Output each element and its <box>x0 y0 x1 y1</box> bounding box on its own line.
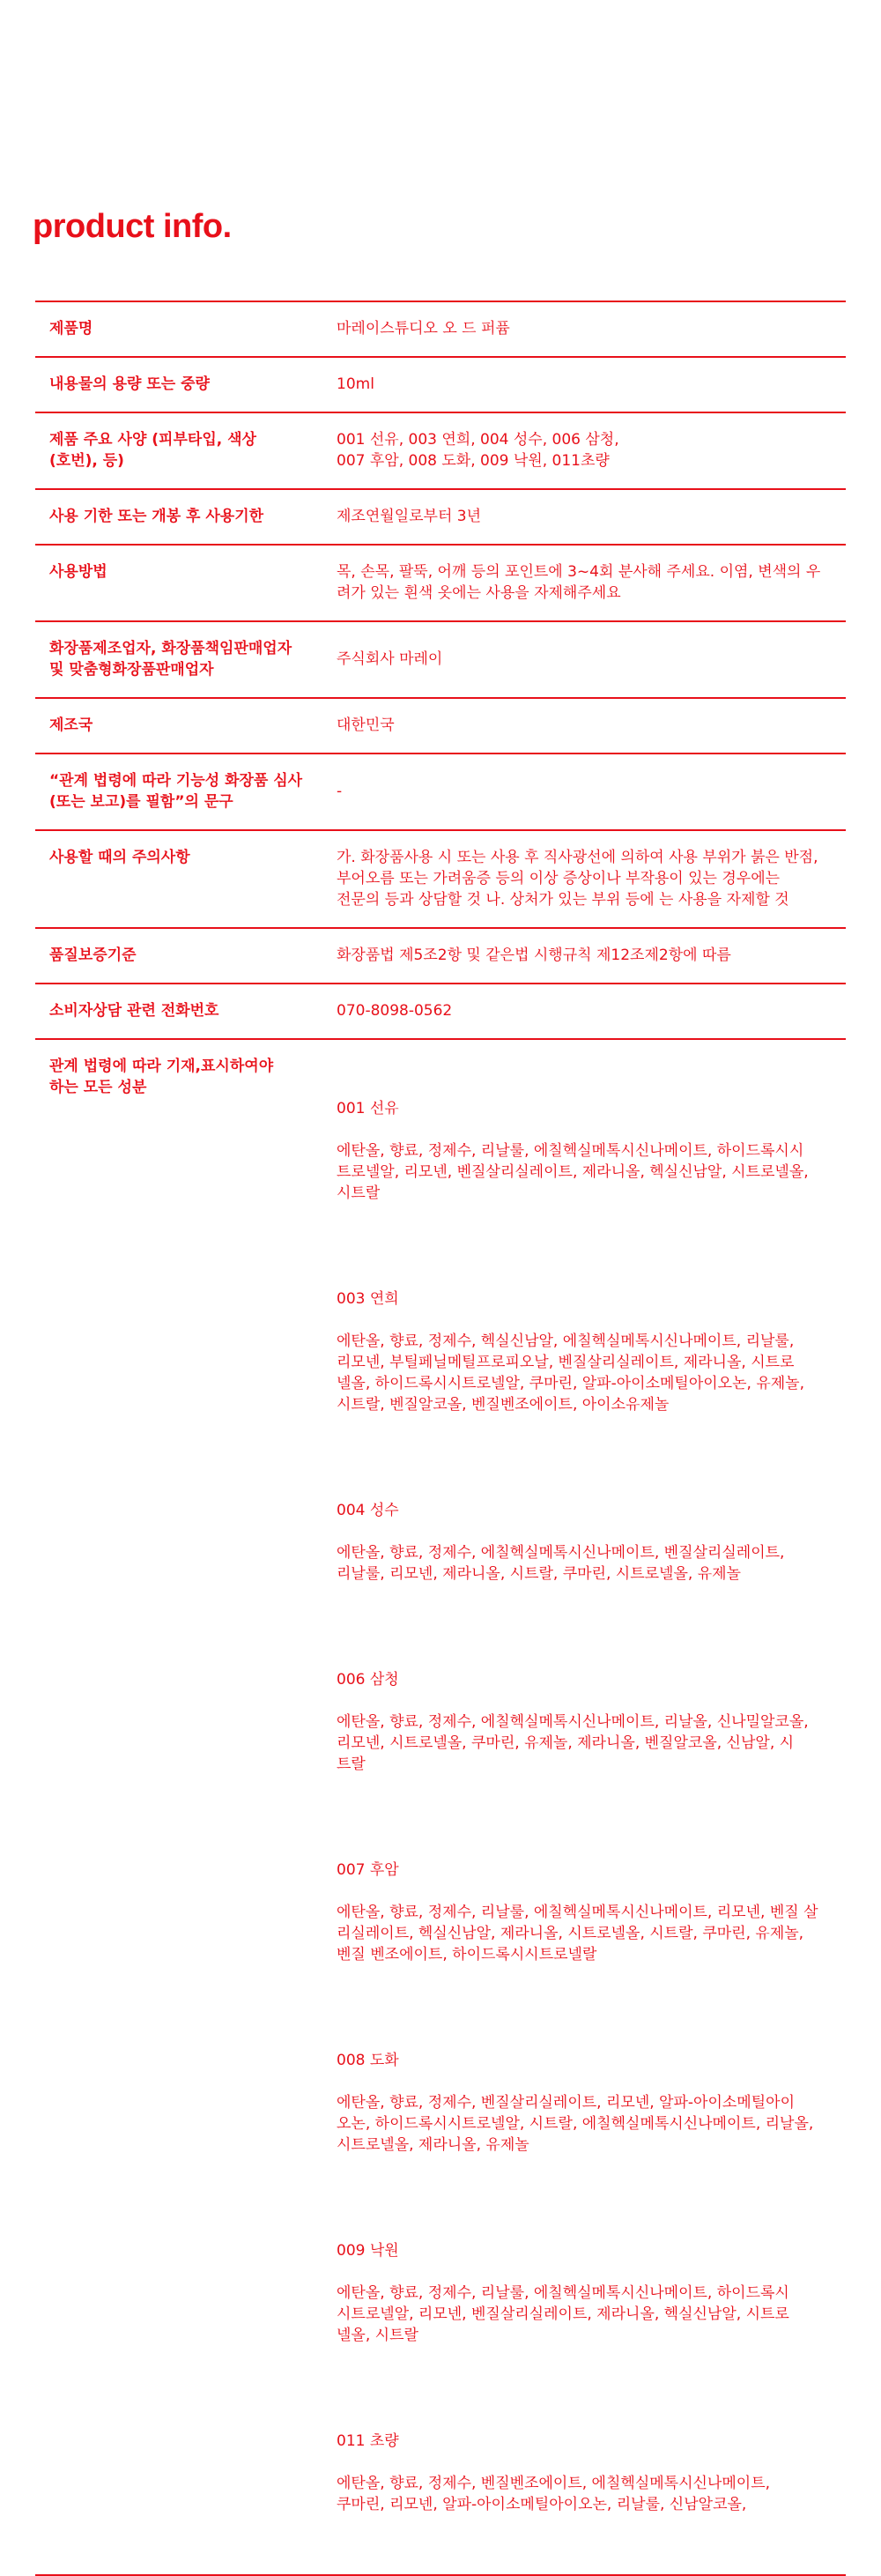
ingredients-value <box>337 1056 834 2557</box>
table-row <box>35 490 846 546</box>
row-label: 화장품제조업자, 화장품책임판매업자 및 맞춤형화장품판매업자 <box>49 640 292 679</box>
table-row <box>35 831 846 929</box>
row-label: 내용물의 용량 또는 중량 <box>49 375 210 393</box>
ingredient-group <box>337 1267 834 1436</box>
row-value: 화장품법 제5조2항 및 같은법 시행규칙 제12조제2항에 따름 <box>337 947 731 964</box>
row-value: 001 선유, 003 연희, 004 성수, 006 삼청, 007 후암, 008 도화, 009 낙원, 011초량 <box>337 431 619 470</box>
page-title: product info. <box>33 208 232 245</box>
ingredient-product-name: 011 초량 <box>337 2432 399 2450</box>
ingredient-product-name: 003 연희 <box>337 1290 399 1308</box>
ingredient-group <box>337 2409 834 2536</box>
table-row <box>35 699 846 754</box>
table-row <box>35 358 846 413</box>
ingredient-group <box>337 2219 834 2367</box>
ingredient-list: 에탄올, 향료, 정제수, 헥실신남알, 에칠헥실메톡시신나메이트, 리날룰, 리모넨, 부틸페닐메틸프로피오날, 벤질살리실레이트, 제라니올, 시트로 넬올, 하이드록시시트로넬알, 쿠마린, 알파-아이소메틸아이오논, 유제놀, 시트랄, 벤질알코올, 벤질벤조에이트, 아이소유제놀 <box>337 1333 805 1414</box>
row-value: - <box>337 783 343 800</box>
row-value: 제조연월일로부터 3년 <box>337 508 482 525</box>
table-row <box>35 754 846 831</box>
ingredient-product-name: 008 도화 <box>337 2052 399 2069</box>
row-label: 제품명 <box>49 320 93 338</box>
table-row <box>35 984 846 1040</box>
ingredient-list: 에탄올, 향료, 정제수, 벤질벤조에이트, 에칠헥실메톡시신나메이트, 쿠마린, 리모넨, 알파-아이소메틸아이오논, 리날룰, 신남알코올, <box>337 2475 771 2513</box>
table-row <box>35 546 846 622</box>
row-label: “관계 법령에 따라 기능성 화장품 심사 (또는 보고)를 필함”의 문구 <box>49 772 303 811</box>
ingredient-list: 에탄올, 향료, 정제수, 리날룰, 에칠헥실메톡시신나메이트, 리모넨, 벤질 살 리실레이트, 헥실신남알, 제라니올, 시트로넬올, 시트랄, 쿠마린, 유제놀, 벤질 벤조에이트, 하이드록시시트로넬랄 <box>337 1904 818 1964</box>
table-row <box>35 413 846 490</box>
ingredient-list: 에탄올, 향료, 정제수, 리날룰, 에칠헥실메톡시신나메이트, 하이드록시 시트로넬알, 리모넨, 벤질살리실레이트, 제라니올, 헥실신남알, 시트로 넬올, 시트랄 <box>337 2284 789 2344</box>
ingredients-row <box>35 1040 846 2576</box>
table-row <box>35 622 846 699</box>
ingredient-product-name: 004 성수 <box>337 1502 399 1519</box>
row-label: 품질보증기준 <box>49 947 137 964</box>
table-row <box>35 302 846 358</box>
ingredient-product-name: 009 낙원 <box>337 2242 399 2260</box>
ingredient-product-name: 007 후암 <box>337 1861 399 1879</box>
ingredient-list: 에탄올, 향료, 정제수, 리날룰, 에칠헥실메톡시신나메이트, 하이드록시시 트로넬알, 리모넨, 벤질살리실레이트, 제라니올, 헥실신남알, 시트로넬올, 시트랄 <box>337 1142 809 1202</box>
row-value: 대한민국 <box>337 716 395 734</box>
row-value: 주식회사 마레이 <box>337 650 443 668</box>
ingredient-group <box>337 1648 834 1796</box>
ingredient-group <box>337 1077 834 1225</box>
row-label: 제조국 <box>49 716 93 734</box>
ingredient-product-name: 001 선유 <box>337 1100 399 1117</box>
row-label: 사용 기한 또는 개봉 후 사용기한 <box>49 508 264 525</box>
row-label: 사용할 때의 주의사항 <box>49 849 190 866</box>
row-label: 제품 주요 사양 (피부타입, 색상 (호번), 등) <box>49 431 256 470</box>
ingredient-product-name: 006 삼청 <box>337 1671 399 1689</box>
row-value: 070-8098-0562 <box>337 1002 453 1020</box>
ingredient-list: 에탄올, 향료, 정제수, 에칠헥실메톡시신나메이트, 벤질살리실레이트, 리날룰, 리모넨, 제라니올, 시트랄, 쿠마린, 시트로넬올, 유제놀 <box>337 1544 785 1583</box>
row-label: 소비자상담 관련 전화번호 <box>49 1002 219 1020</box>
table-row <box>35 929 846 984</box>
ingredient-group <box>337 1838 834 1986</box>
row-value: 가. 화장품사용 시 또는 사용 후 직사광선에 의하여 사용 부위가 붉은 반점, 부어오름 또는 가려움증 등의 이상 증상이나 부작용이 있는 경우에는 전문의 등과 상담할 것 나. 상처가 있는 부위 등에 는 사용을 자제할 것 <box>337 849 818 909</box>
ingredient-list: 에탄올, 향료, 정제수, 에칠헥실메톡시신나메이트, 리날올, 신나밀알코올, 리모넨, 시트로넬올, 쿠마린, 유제놀, 제라니올, 벤질알코올, 신남알, 시 트랄 <box>337 1713 809 1773</box>
ingredient-group <box>337 2029 834 2177</box>
product-info-table <box>35 301 846 2576</box>
ingredients-label: 관계 법령에 따라 기재,표시하여야 하는 모든 성분 <box>49 1058 274 1096</box>
ingredient-list: 에탄올, 향료, 정제수, 벤질살리실레이트, 리모넨, 알파-아이소메틸아이 오논, 하이드록시시트로넬알, 시트랄, 에칠헥실메톡시신나메이트, 리날올, 시트로넬올, 제라니올, 유제놀 <box>337 2094 814 2154</box>
row-value: 마레이스튜디오 오 드 퍼퓸 <box>337 320 510 338</box>
row-value: 10ml <box>337 375 374 393</box>
row-label: 사용방법 <box>49 563 107 581</box>
ingredient-group <box>337 1479 834 1606</box>
row-value: 목, 손목, 팔뚝, 어깨 등의 포인트에 3~4회 분사해 주세요. 이염, 변색의 우 려가 있는 흰색 옷에는 사용을 자제해주세요 <box>337 563 821 602</box>
